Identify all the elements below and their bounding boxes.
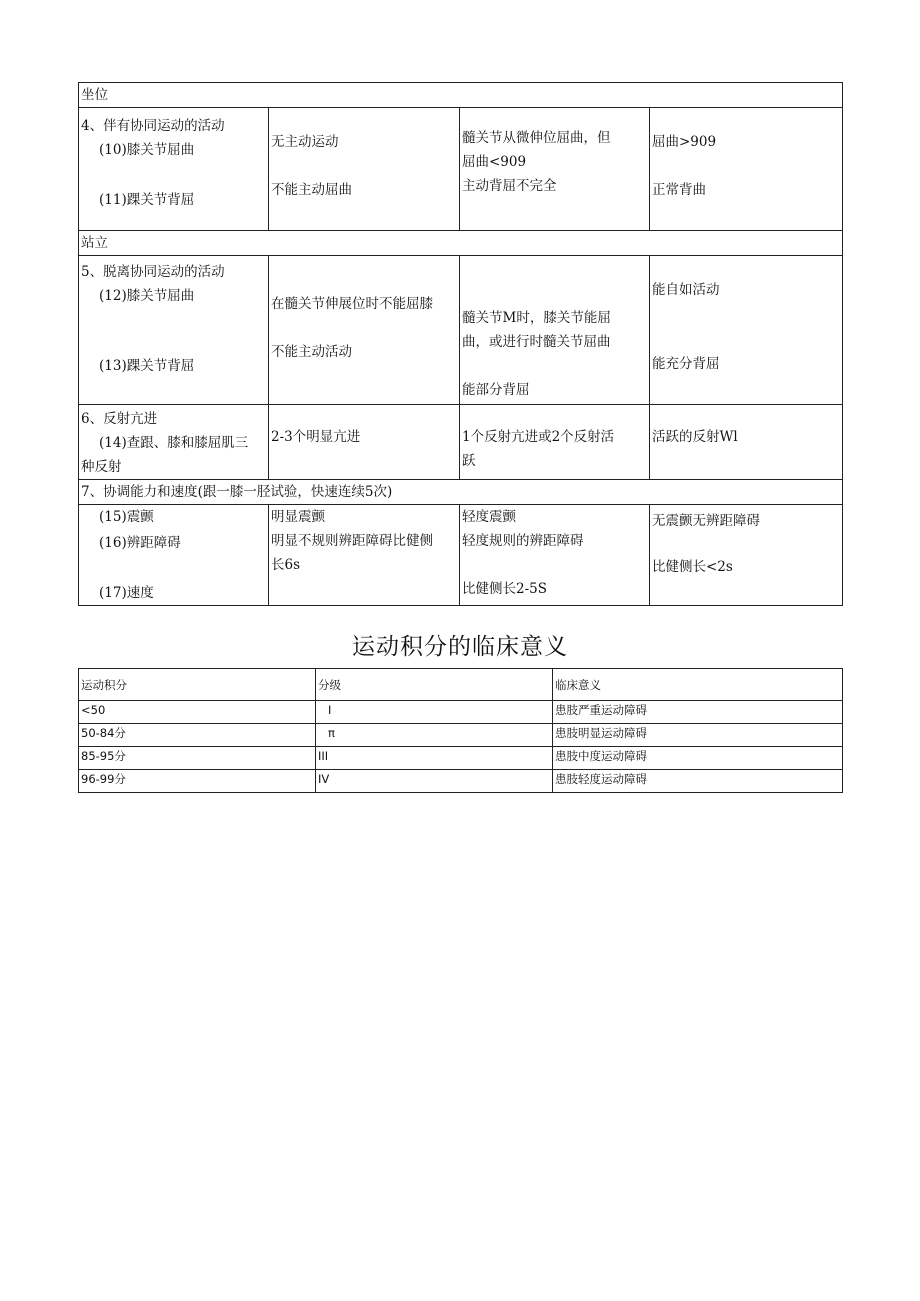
section5-row: [79, 256, 843, 405]
item-15-col3: 无震颤无辨距障碍: [652, 513, 760, 529]
item-12: (12)膝关节屈曲: [99, 288, 195, 304]
section7-title: 7、协调能力和速度(跟一膝一胫试验，快速连续5次): [79, 480, 843, 505]
item-14-col2-a: 1个反射亢进或2个反射活: [462, 429, 615, 445]
meaning-value: 患肢明显运动障碍: [553, 724, 843, 747]
item-10: (10)膝关节屈曲: [99, 142, 195, 158]
item-12-col3: 能自如活动: [652, 282, 720, 298]
item-12-col2-a: 髓关节M时，膝关节能屈: [462, 310, 611, 326]
item-13-col3: 能充分背屈: [652, 356, 720, 372]
item-16-col1-a: 明显不规则辨距障碍比健侧: [271, 533, 433, 549]
sitting-row: [79, 83, 843, 108]
sitting-label: 坐位: [79, 83, 843, 108]
score-value: 96-99分: [79, 770, 316, 793]
item-11-col1: 不能主动屈曲: [271, 182, 352, 198]
item-16-col2: 轻度规则的辨距障碍: [462, 533, 584, 549]
item-12-col1: 在髓关节伸展位时不能屈膝: [271, 296, 433, 312]
item-17-col2: 比健侧长2-5S: [462, 581, 547, 597]
score-row: [79, 747, 843, 770]
grade-value: I: [316, 701, 553, 724]
score-value: <50: [79, 701, 316, 724]
item-17: (17)速度: [99, 585, 154, 601]
section5-title: 5、脱离协同运动的活动: [81, 264, 225, 280]
item-11: (11)踝关节背屈: [99, 192, 195, 208]
item-13-col2: 能部分背屈: [462, 382, 530, 398]
item-10-col3: 屈曲>909: [652, 134, 717, 150]
item-15-col1: 明显震颤: [271, 509, 325, 525]
item-10-col2-b: 屈曲<909: [462, 154, 527, 170]
score-row: [79, 724, 843, 747]
item-14-b: 种反射: [81, 459, 122, 475]
section4-title: 4、伴有协同运动的活动: [81, 118, 225, 134]
item-11-col2: 主动背屈不完全: [462, 178, 557, 194]
grade-value: III: [316, 747, 553, 770]
score-value: 50-84分: [79, 724, 316, 747]
item-14-col2-b: 跃: [462, 453, 476, 469]
score-row: [79, 701, 843, 724]
meaning-value: 患肢中度运动障碍: [553, 747, 843, 770]
score-section-title: 运动积分的临床意义: [352, 634, 568, 660]
item-16-col1-b: 长6s: [271, 557, 301, 573]
item-10-col2-a: 髓关节从微伸位屈曲，但: [462, 130, 611, 146]
item-10-col1: 无主动运动: [271, 134, 339, 150]
item-14-col3: 活跃的反射Wl: [652, 429, 738, 445]
item-16: (16)辨距障碍: [99, 535, 181, 551]
score-table: [78, 668, 843, 793]
meaning-value: 患肢严重运动障碍: [553, 701, 843, 724]
item-14-col1: 2-3个明显亢进: [271, 429, 361, 445]
meaning-value: 患肢轻度运动障碍: [553, 770, 843, 793]
score-value: 85-95分: [79, 747, 316, 770]
score-row: [79, 770, 843, 793]
item-15: (15)震颤: [99, 509, 154, 525]
section6-row: [79, 405, 843, 480]
section7-row: [79, 505, 843, 606]
grade-value: IV: [316, 770, 553, 793]
item-17-col3: 比健侧长<2s: [652, 559, 733, 575]
section4-row: [79, 108, 843, 231]
item-14-a: (14)查跟、膝和膝屈肌三: [99, 435, 249, 451]
section7-title-row: [79, 480, 843, 505]
header-meaning: 临床意义: [553, 669, 843, 701]
header-grade: 分级: [316, 669, 553, 701]
assessment-table: [78, 82, 843, 606]
item-11-col3: 正常背曲: [652, 182, 706, 198]
item-13-col1: 不能主动活动: [271, 344, 352, 360]
score-header-row: [79, 669, 843, 701]
item-13: (13)踝关节背屈: [99, 358, 195, 374]
item-15-col2: 轻度震颤: [462, 509, 516, 525]
standing-label: 站立: [79, 231, 843, 256]
standing-row: [79, 231, 843, 256]
grade-value: π: [316, 724, 553, 747]
section6-title: 6、反射亢进: [81, 411, 158, 427]
header-score: 运动积分: [79, 669, 316, 701]
item-12-col2-b: 曲，或进行时髓关节屈曲: [462, 334, 611, 350]
